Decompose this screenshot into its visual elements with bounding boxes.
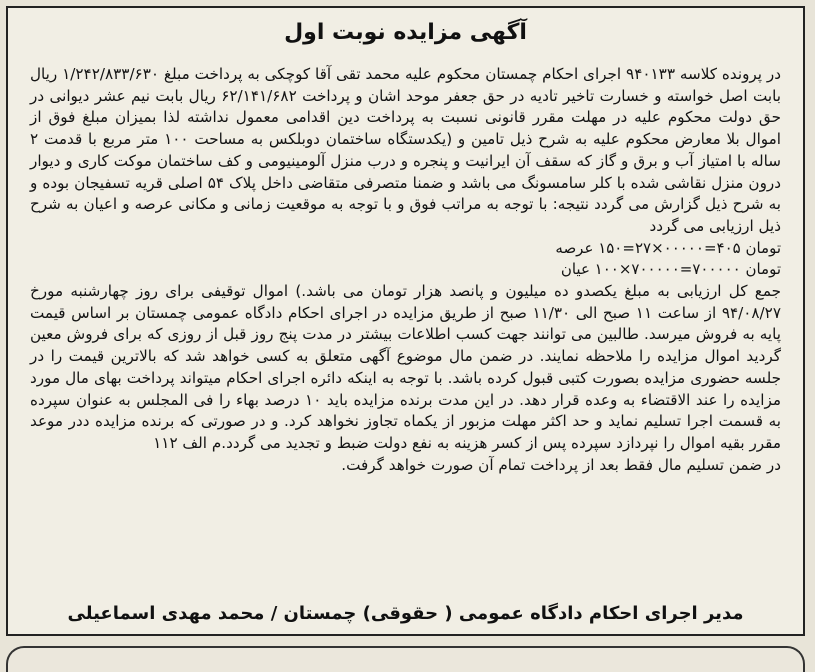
valuation-ayan-line: تومان ۷۰۰۰۰۰=۷۰۰۰۰۰×۱۰۰ عیان [560, 260, 781, 279]
notice-frame [6, 6, 805, 636]
notice-signature: مدیر اجرای احکام دادگاه عمومی ( حقوقی) چمستان / محمد مهدی اسماعیلی [67, 603, 744, 624]
notice-title: آگهی مزایده نوبت اول [284, 20, 527, 45]
next-clipping-edge [6, 646, 805, 672]
notice-paragraph-2: جمع کل ارزیابی به مبلغ یکصدو ده میلیون و پانصد هزار تومان می باشد.) اموال توقیفی برای روز چهارشنبه مورخ ۹۴/۰۸/۲۷ از ساعت ۱۱ صبح الی ۱۱/۳۰ صبح از طریق مزایده در اجرای احکام دادگاه عمومی چمستان بر اساس قیمت پایه به فروش میرسد. طالبین می توانند جهت کسب اطلاعات بیشتر در مدت پنج روز قبل از روزی که برای فروش معین گردید اموال مزایده را ملاحظه نمایند. در ضمن مال موضوع آگهی متعلق به کسی خواهد شد که بالاترین قیمت را در جلسه حضوری مزایده بصورت کتبی قبول کرده باشد. با توجه به اینکه دائره اجرای احکام میتواند پرداخت بهای مال مورد مزایده را عند الاقتضاء به وعده قرار دهد. در این مدت برنده مزایده باید ۱۰ درصد بهاء را فی المجلس به عنوان سپرده به قسمت اجرا تسلیم نماید و حد اکثر مهلت مزبور از یکماه تجاوز نخواهد کرد. و در صورتی که برنده مزایده ددر موعد مقرر بقیه اموال را نپردازد سپرده پس از کسر هزینه به نفع دولت ضبط و تجدید می گردد.م الف ۱۱۲ [30, 282, 781, 452]
valuation-arseh-line: تومان ۴۰۵=۰۰۰۰۰×۲۷=۱۵۰ عرصه [555, 238, 781, 257]
notice-paragraph-1: در پرونده کلاسه ۹۴۰۱۳۳ اجرای احکام چمستان محکوم علیه محمد تقی آقا کوچکی به پرداخت مبلغ ۱/۲۴۲/۸۳۳/۶۳۰ ریال بابت اصل خواسته و خسارت تاخیر تادیه در حق جعفر موحد اشان و پرداخت ۶۲/۱۴۱/۶۸۲ ریال بابت نیم عشر دیوانی در حق دولت محکوم علیه در مهلت مقرر قانونی نسبت به پرداخت دین اقدامی معمول نداشته لذا بمیزان مبلغ فوق از اموال بلا معارض محکوم علیه به شرح ذیل تامین و (یکدستگاه ساختمان دوبلکس به مساحت ۱۰۰ متر مربع با قدمت ۲ ساله با امتیاز آب و برق و گاز که سقف آن ایرانیت و پنجره و درب منزل آلومینیومی و کف ساختمان موکت کاری و دیوار درون منزل نقاشی شده با کلر سامسونگ می باشد و ضمنا متصرفی متقاضی داخل پلاک ۵۴ اصلی قریه تسفیجان بوده و به شرح ذیل گزارش می گردد نتیجه: با توجه به مراتب فوق و با توجه به موقعیت زمانی و مکانی عرصه و اعیان به شرح ذیل ارزیابی می گردد [30, 65, 782, 235]
notice-body [30, 64, 781, 476]
notice-paragraph-3: در ضمن تسلیم مال فقط بعد از پرداخت تمام آن صورت خواهد گرفت. [341, 455, 781, 474]
